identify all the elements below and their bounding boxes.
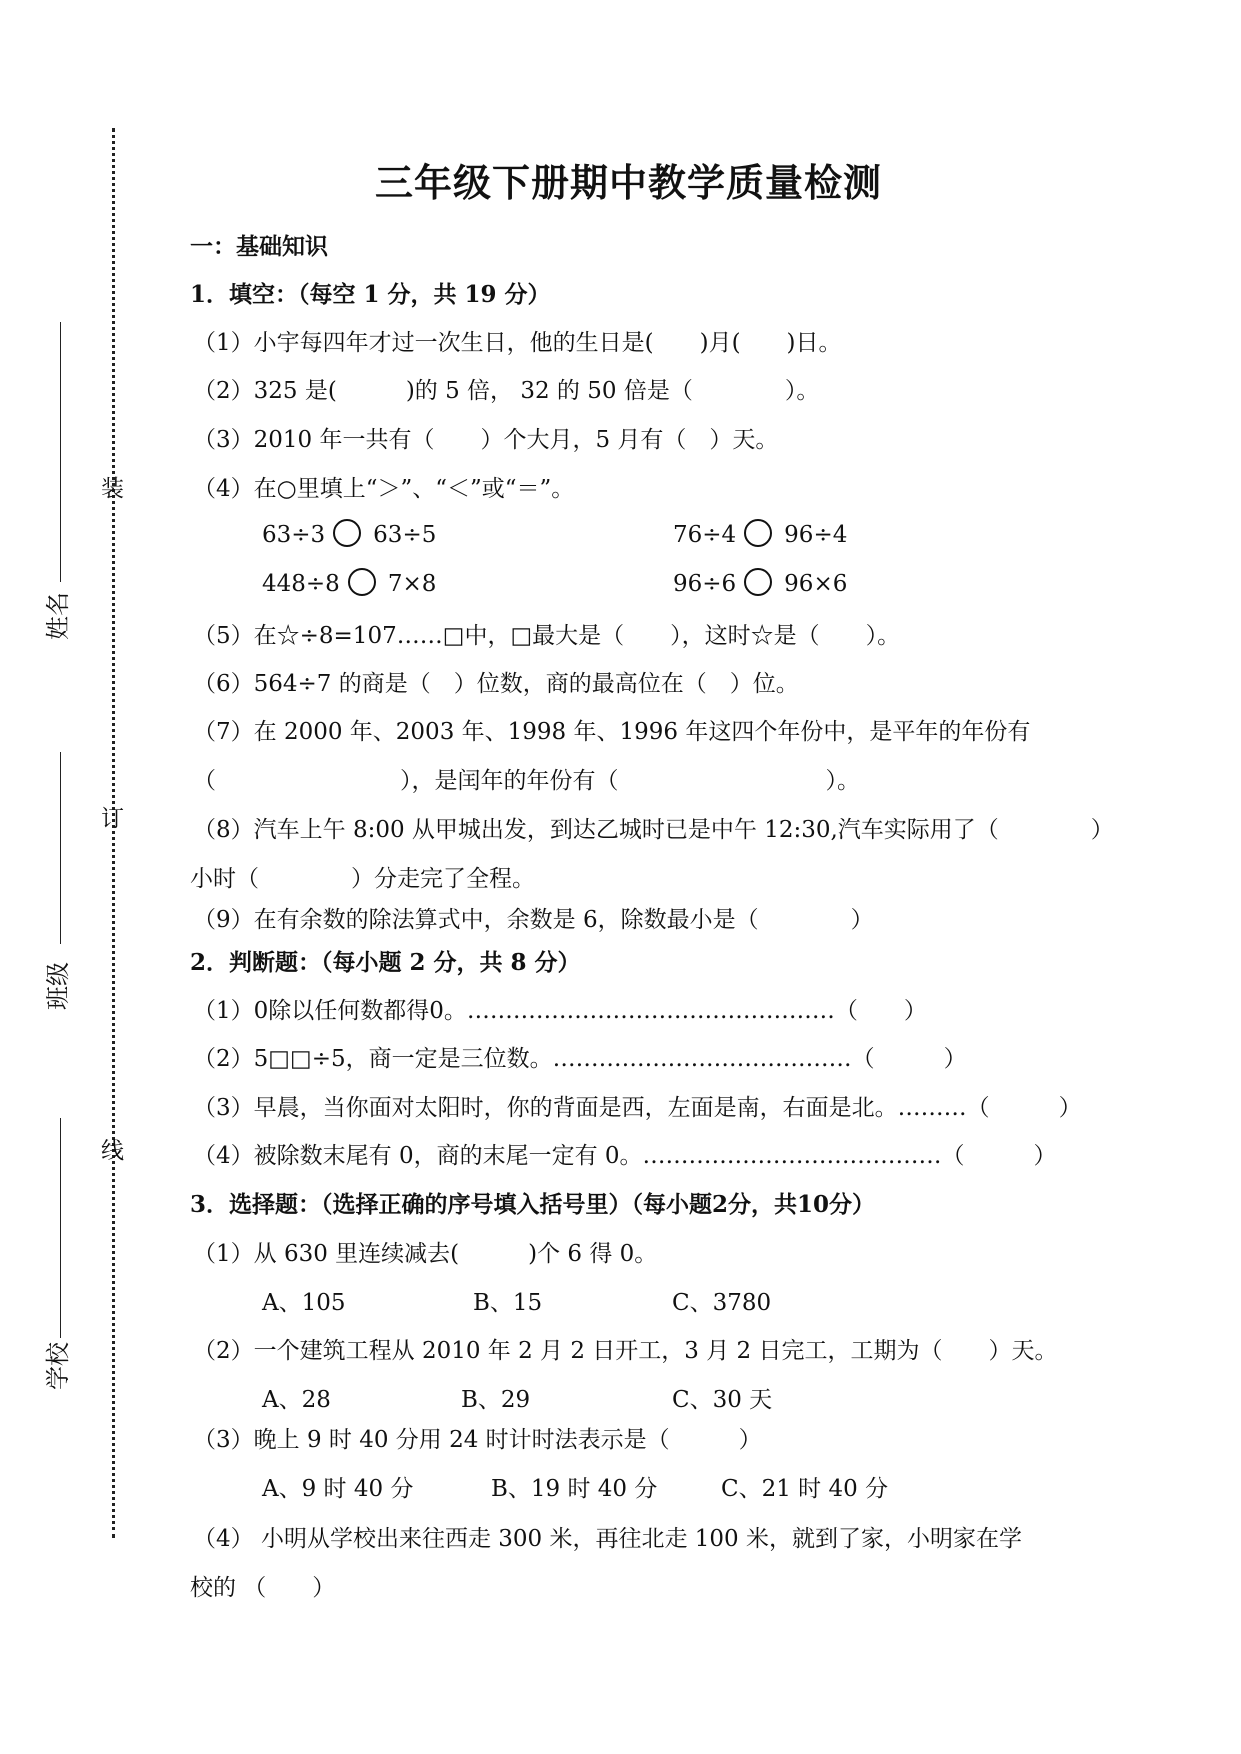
q1-item-1: （1）小宇每四年才过一次生日，他的生日是( )月( )日。: [193, 330, 842, 356]
binding-char-ding: 订: [101, 806, 124, 832]
name-blank-line: [60, 322, 61, 582]
compare-row: [673, 519, 847, 548]
q1-item-8-cont: 小时（ ）分走完了全程。: [190, 866, 535, 892]
compare-circle[interactable]: [333, 519, 361, 547]
compare-right: 96×6: [784, 571, 848, 597]
binding-char-xian: 线: [101, 1138, 124, 1164]
q2-header: 2．判断题：（每小题 2 分，共 8 分）: [190, 949, 581, 976]
class-blank-line: [60, 752, 61, 944]
compare-row: [262, 568, 436, 597]
compare-left: 76÷4: [673, 522, 737, 548]
q1-item-4: （4）在○里填上“＞”、“＜”或“＝”。: [193, 476, 575, 502]
compare-left: 448÷8: [262, 571, 340, 597]
q1-item-6: （6）564÷7 的商是（ ）位数，商的最高位在（ ）位。: [193, 671, 799, 697]
q3-item-1: （1）从 630 里连续减去( )个 6 得 0。: [193, 1241, 658, 1267]
q3-item-1-opt-a: A、105: [262, 1290, 346, 1316]
section-heading: 一：基础知识: [190, 233, 328, 260]
q1-header: 1．填空：（每空 1 分，共 19 分）: [190, 281, 551, 308]
q1-item-7-cont: （ ），是闰年的年份有（ ）。: [193, 768, 860, 794]
name-label: 姓名: [44, 592, 72, 640]
compare-right: 63÷5: [373, 522, 437, 548]
q2-item-1: （1）0除以任何数都得0。…………………………………………（ ）: [193, 998, 927, 1024]
compare-row: [262, 519, 436, 548]
q3-item-1-opt-c: C、3780: [672, 1290, 772, 1316]
q3-item-2: （2）一个建筑工程从 2010 年 2 月 2 日开工，3 月 2 日完工，工期为（ ）天。: [193, 1338, 1058, 1364]
q3-item-4-cont: 校的 （ ）: [190, 1575, 336, 1601]
q2-item-2: （2）5□□÷5，商一定是三位数。…………………………………（ ）: [193, 1046, 967, 1072]
q1-item-8: （8）汽车上午 8:00 从甲城出发，到达乙城时已是中午 12:30,汽车实际用了（ ）: [193, 817, 1114, 843]
q3-item-2-opt-c: C、30 天: [672, 1387, 773, 1413]
compare-left: 63÷3: [262, 522, 326, 548]
q3-item-3-opt-a: A、9 时 40 分: [262, 1476, 414, 1502]
binding-dotted-line: [112, 128, 115, 1538]
q1-item-2: （2）325 是( )的 5 倍， 32 的 50 倍是（ ）。: [193, 378, 820, 404]
q1-item-9: （9）在有余数的除法算式中，余数是 6，除数最小是（ ）: [193, 907, 874, 933]
compare-right: 96÷4: [784, 522, 848, 548]
compare-circle[interactable]: [348, 568, 376, 596]
q3-item-3-opt-c: C、21 时 40 分: [721, 1476, 889, 1502]
compare-circle[interactable]: [744, 519, 772, 547]
q2-item-3: （3）早晨，当你面对太阳时，你的背面是西，左面是南，右面是北。………（ ）: [193, 1095, 1082, 1121]
q3-item-1-opt-b: B、15: [473, 1290, 543, 1316]
class-label: 班级: [44, 962, 72, 1010]
q3-item-2-opt-b: B、29: [461, 1387, 531, 1413]
q2-item-4: （4）被除数末尾有 0，商的末尾一定有 0。…………………………………（ ）: [193, 1143, 1057, 1169]
q3-item-2-opt-a: A、28: [262, 1387, 331, 1413]
q1-item-5: （5）在☆÷8=107……□中，□最大是（ ），这时☆是（ ）。: [193, 623, 901, 649]
compare-left: 96÷6: [673, 571, 737, 597]
school-blank-line: [60, 1118, 61, 1338]
q1-item-7: （7）在 2000 年、2003 年、1998 年、1996 年这四个年份中，是平年的年份有: [193, 719, 1031, 745]
q3-item-4: （4） 小明从学校出来往西走 300 米，再往北走 100 米，就到了家，小明家在学: [193, 1526, 1022, 1552]
binding-char-zhuang: 装: [101, 476, 124, 502]
q3-item-3-opt-b: B、19 时 40 分: [491, 1476, 658, 1502]
compare-circle[interactable]: [744, 568, 772, 596]
compare-row: [673, 568, 847, 597]
q3-header: 3．选择题：（选择正确的序号填入括号里）（每小题2分，共10分）: [190, 1191, 876, 1218]
page-title: 三年级下册期中教学质量检测: [375, 160, 883, 205]
school-label: 学校: [44, 1342, 72, 1390]
q1-item-3: （3）2010 年一共有（ ）个大月，5 月有（ ）天。: [193, 427, 779, 453]
compare-right: 7×8: [387, 571, 437, 597]
q3-item-3: （3）晚上 9 时 40 分用 24 时计时法表示是（ ）: [193, 1427, 762, 1453]
